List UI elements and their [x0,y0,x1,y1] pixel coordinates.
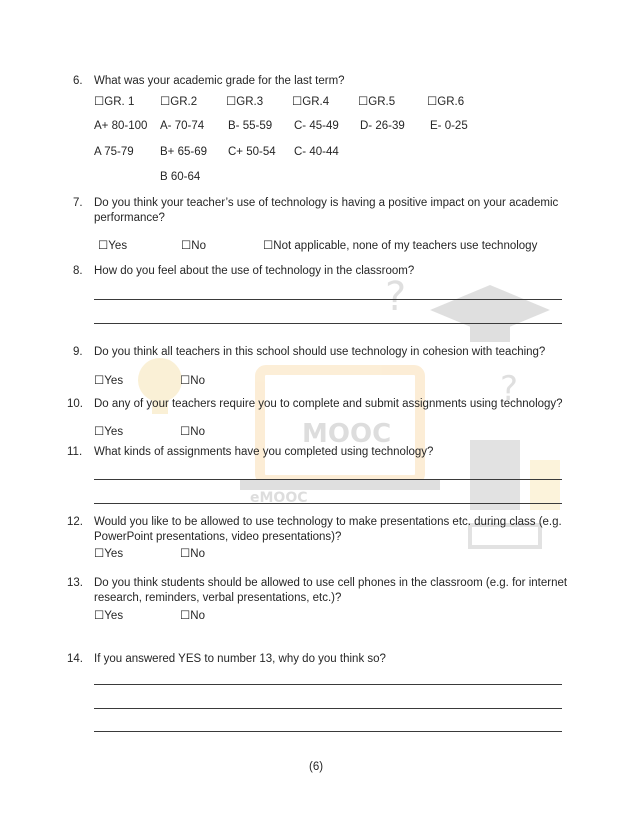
question-text: Would you like to be allowed to use technology to make presentations etc. during class (e.g. [94,516,562,528]
question-text: research, reminders, verbal presentations, etc.)? [94,592,342,604]
answer-line[interactable] [94,684,562,685]
grade-option-1[interactable]: ☐GR. 1 [94,96,135,108]
grade-range: C- 40-44 [294,146,339,158]
grade-range: C+ 50-54 [228,146,276,158]
question-number: 7. [73,197,83,209]
lightbulb-icon [138,358,182,402]
no-checkbox[interactable]: ☐No [180,548,206,560]
grade-option-4[interactable]: ☐GR.4 [292,96,330,108]
watermark-brand: MOOC [302,419,392,449]
grade-option-6[interactable]: ☐GR.6 [427,96,465,108]
answer-line[interactable] [94,299,562,300]
question-number: 14. [67,653,83,665]
grade-range: A 75-79 [94,146,134,158]
question-number: 9. [73,346,83,358]
yes-checkbox[interactable]: ☐Yes [94,548,124,560]
answer-line[interactable] [94,503,562,504]
no-checkbox[interactable]: ☐No [181,240,207,252]
watermark-brand-small: eMOOC [250,490,308,506]
watermark-illustration [90,230,570,560]
answer-line[interactable] [94,731,562,732]
question-number: 10. [67,398,83,410]
yes-checkbox[interactable]: ☐Yes [94,610,124,622]
answer-line[interactable] [94,479,562,480]
grade-range: D- 26-39 [360,120,405,132]
question-text: What was your academic grade for the last term? [94,75,345,87]
question-text: performance? [94,212,165,224]
grade-range: B 60-64 [160,171,201,183]
yes-checkbox[interactable]: ☐Yes [94,375,124,387]
svg-text:?: ? [500,369,519,409]
yes-checkbox[interactable]: ☐Yes [98,240,128,252]
question-text: What kinds of assignments have you completed using technology? [94,446,434,458]
not-applicable-checkbox[interactable]: ☐Not applicable, none of my teachers use technology [263,240,538,252]
no-checkbox[interactable]: ☐No [180,610,206,622]
grade-option-5[interactable]: ☐GR.5 [358,96,396,108]
page-number: (6) [309,761,324,773]
grade-range: A+ 80-100 [94,120,148,132]
question-text: Do you think all teachers in this school should use technology in cohesion with teaching? [94,346,546,358]
answer-line[interactable] [94,323,562,324]
grade-range: A- 70-74 [160,120,205,132]
no-checkbox[interactable]: ☐No [180,426,206,438]
grade-range: C- 45-49 [294,120,339,132]
grade-option-3[interactable]: ☐GR.3 [226,96,264,108]
no-checkbox[interactable]: ☐No [180,375,206,387]
laptop-icon [260,370,420,480]
question-text: Do you think students should be allowed to use cell phones in the classroom (e.g. for internet [94,577,568,589]
question-number: 12. [67,516,83,528]
question-text: If you answered YES to number 13, why do you think so? [94,653,386,665]
question-text: How do you feel about the use of technology in the classroom? [94,265,415,277]
yes-checkbox[interactable]: ☐Yes [94,426,124,438]
question-number: 6. [73,75,83,87]
question-text: PowerPoint presentations, video presentations)? [94,531,342,543]
graduation-cap-icon [430,285,550,335]
question-number: 11. [67,446,83,458]
grade-range: E- 0-25 [430,120,468,132]
grade-range: B- 55-59 [228,120,273,132]
question-text: Do you think your teacher’s use of technology is having a positive impact on your academic [94,197,559,209]
svg-text:?: ? [385,274,407,320]
keyboard-icon [470,525,540,547]
answer-line[interactable] [94,708,562,709]
grade-range: B+ 65-69 [160,146,207,158]
question-number: 13. [67,577,83,589]
question-number: 8. [73,265,83,277]
grade-option-2[interactable]: ☐GR.2 [160,96,198,108]
question-text: Do any of your teachers require you to complete and submit assignments using technology? [94,398,563,410]
